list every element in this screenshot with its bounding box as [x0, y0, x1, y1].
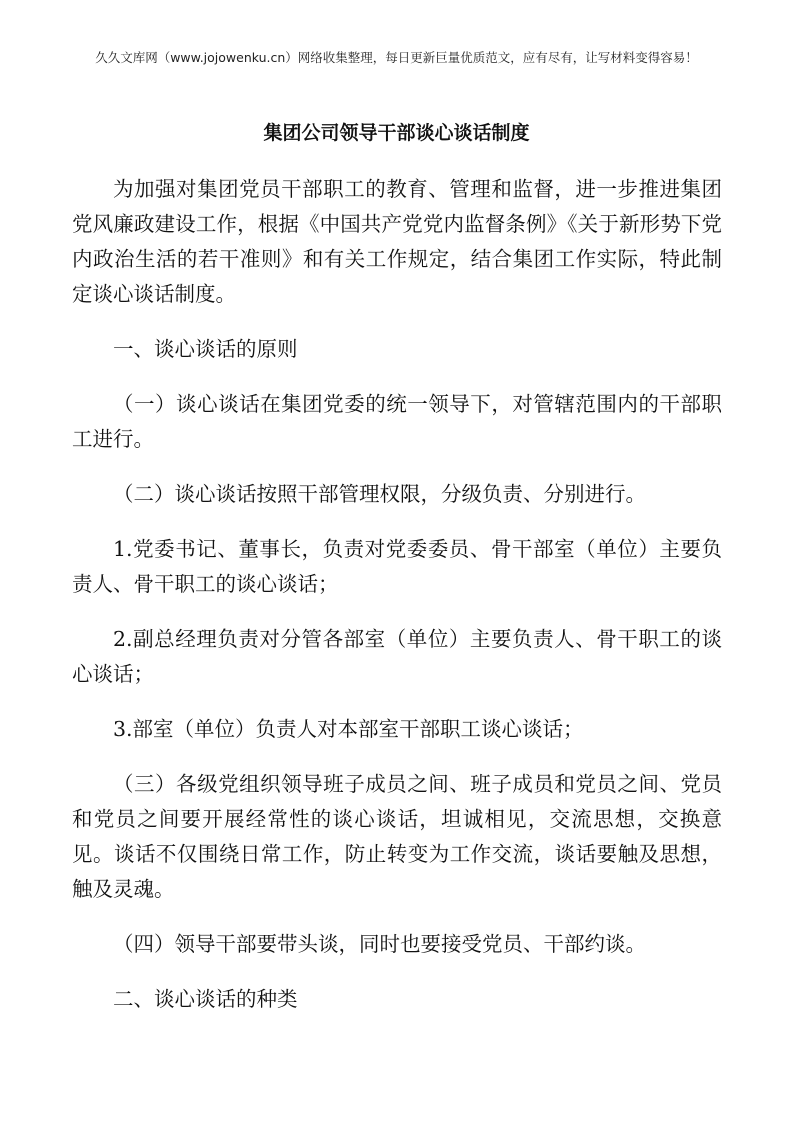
list-item: 2.副总经理负责对分管各部室（单位）主要负责人、骨干职工的谈心谈话；: [72, 627, 722, 686]
paragraph: （三）各级党组织领导班子成员之间、班子成员和党员之间、党员和党员之间要开展经常性的谈心谈话，坦诚相见，交流思想，交换意见。谈话不仅围绕日常工作，防止转变为工作交流，谈话要触及思想，触及灵魂。: [72, 772, 722, 901]
paragraph: （一）谈心谈话在集团党委的统一领导下，对管辖范围内的干部职工进行。: [72, 392, 722, 451]
page-header: 久久文库网（www.jojowenku.cn）网络收集整理，每日更新巨量优质范文，应有尽有，让写材料变得容易！: [95, 50, 698, 65]
document-body: [72, 172, 722, 1037]
paragraph: （二）谈心谈话按照干部管理权限，分级负责、分别进行。: [113, 482, 646, 506]
paragraph: 为加强对集团党员干部职工的教育、管理和监督，进一步推进集团党风廉政建设工作，根据《中国共产党党内监督条例》《关于新形势下党内政治生活的若干准则》和有关工作规定，结合集团工作实际，特此制定谈心谈话制度。: [72, 177, 722, 306]
list-item: 3.部室（单位）负责人对本部室干部职工谈心谈话；: [113, 717, 584, 741]
list-item: 1.党委书记、董事长，负责对党委委员、骨干部室（单位）主要负责人、骨干职工的谈心谈话；: [72, 537, 722, 596]
section-heading: 二、谈心谈话的种类: [113, 987, 298, 1011]
paragraph: （四）领导干部要带头谈，同时也要接受党员、干部约谈。: [113, 932, 646, 956]
section-heading: 一、谈心谈话的原则: [113, 337, 298, 361]
document-title: 集团公司领导干部谈心谈话制度: [263, 122, 530, 144]
